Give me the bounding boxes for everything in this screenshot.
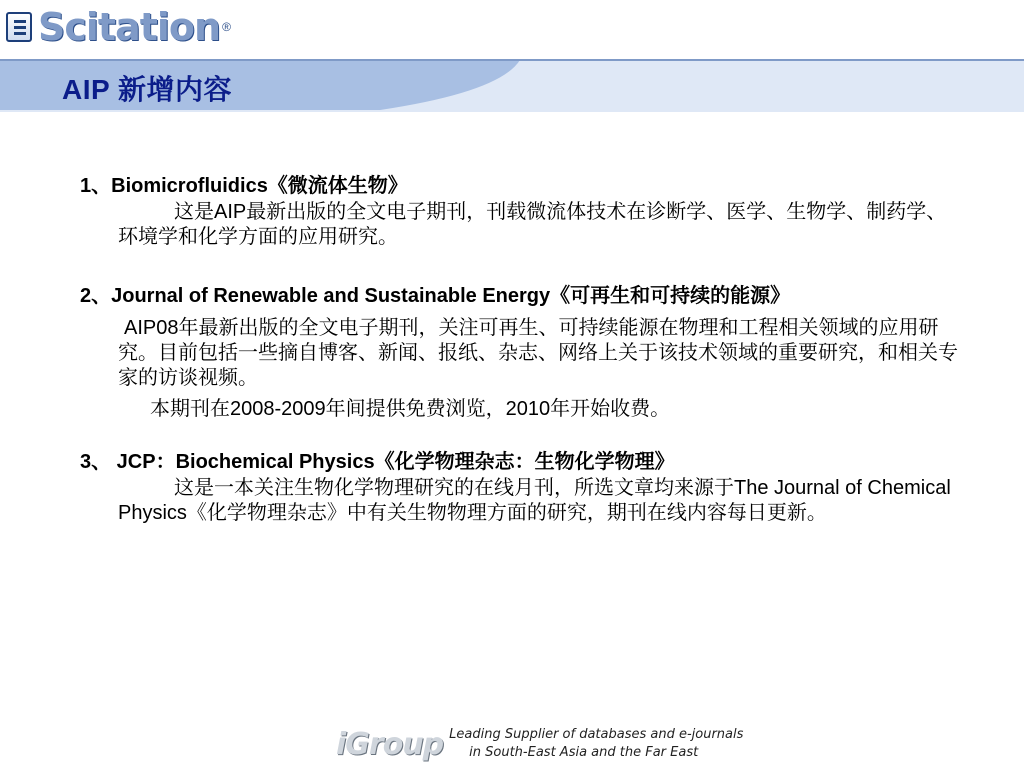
footer-tagline: [449, 726, 743, 762]
scitation-logo: [6, 6, 231, 48]
logo-text: Scitation: [38, 5, 221, 49]
tagline-line-1: Leading Supplier of databases and e-journals: [449, 727, 744, 742]
item-title: 3、 JCP：Biochemical Physics《化学物理杂志：生物化学物理》: [80, 451, 675, 473]
footer: [336, 726, 743, 762]
registered-mark: ®: [222, 20, 231, 34]
list-item: [80, 172, 960, 250]
item-title: 2、Journal of Renewable and Sustainable Energy《可再生和可持续的能源》: [80, 285, 791, 307]
tagline-line-2: in South-East Asia and the Far East: [469, 745, 699, 760]
list-item: [80, 448, 960, 526]
slide-title: AIP 新增内容: [62, 74, 232, 105]
list-item: [80, 282, 960, 422]
igroup-logo: iGroup: [336, 726, 444, 762]
item-paragraph: 本期刊在2008-2009年间提供免费浏览，2010年开始收费。: [150, 398, 671, 420]
item-paragraph: AIP08年最新出版的全文电子期刊，关注可再生、可持续能源在物理和工程相关领域的应用研究。目前包括一些摘自博客、新闻、报纸、杂志、网络上关于该技术领域的重要研究，和相关专家的访谈视频。: [118, 317, 958, 389]
item-paragraph: 这是一本关注生物化学物理研究的在线月刊，所选文章均来源于The Journal of Chemical Physics《化学物理杂志》中有关生物物理方面的研究，期刊在线内容每日更新。: [118, 477, 951, 524]
item-paragraph: 这是AIP最新出版的全文电子期刊，刊载微流体技术在诊断学、医学、生物学、制药学、环境学和化学方面的应用研究。: [118, 201, 947, 248]
content: [80, 172, 960, 548]
item-title: 1、Biomicrofluidics《微流体生物》: [80, 175, 408, 197]
document-icon: [6, 12, 32, 42]
